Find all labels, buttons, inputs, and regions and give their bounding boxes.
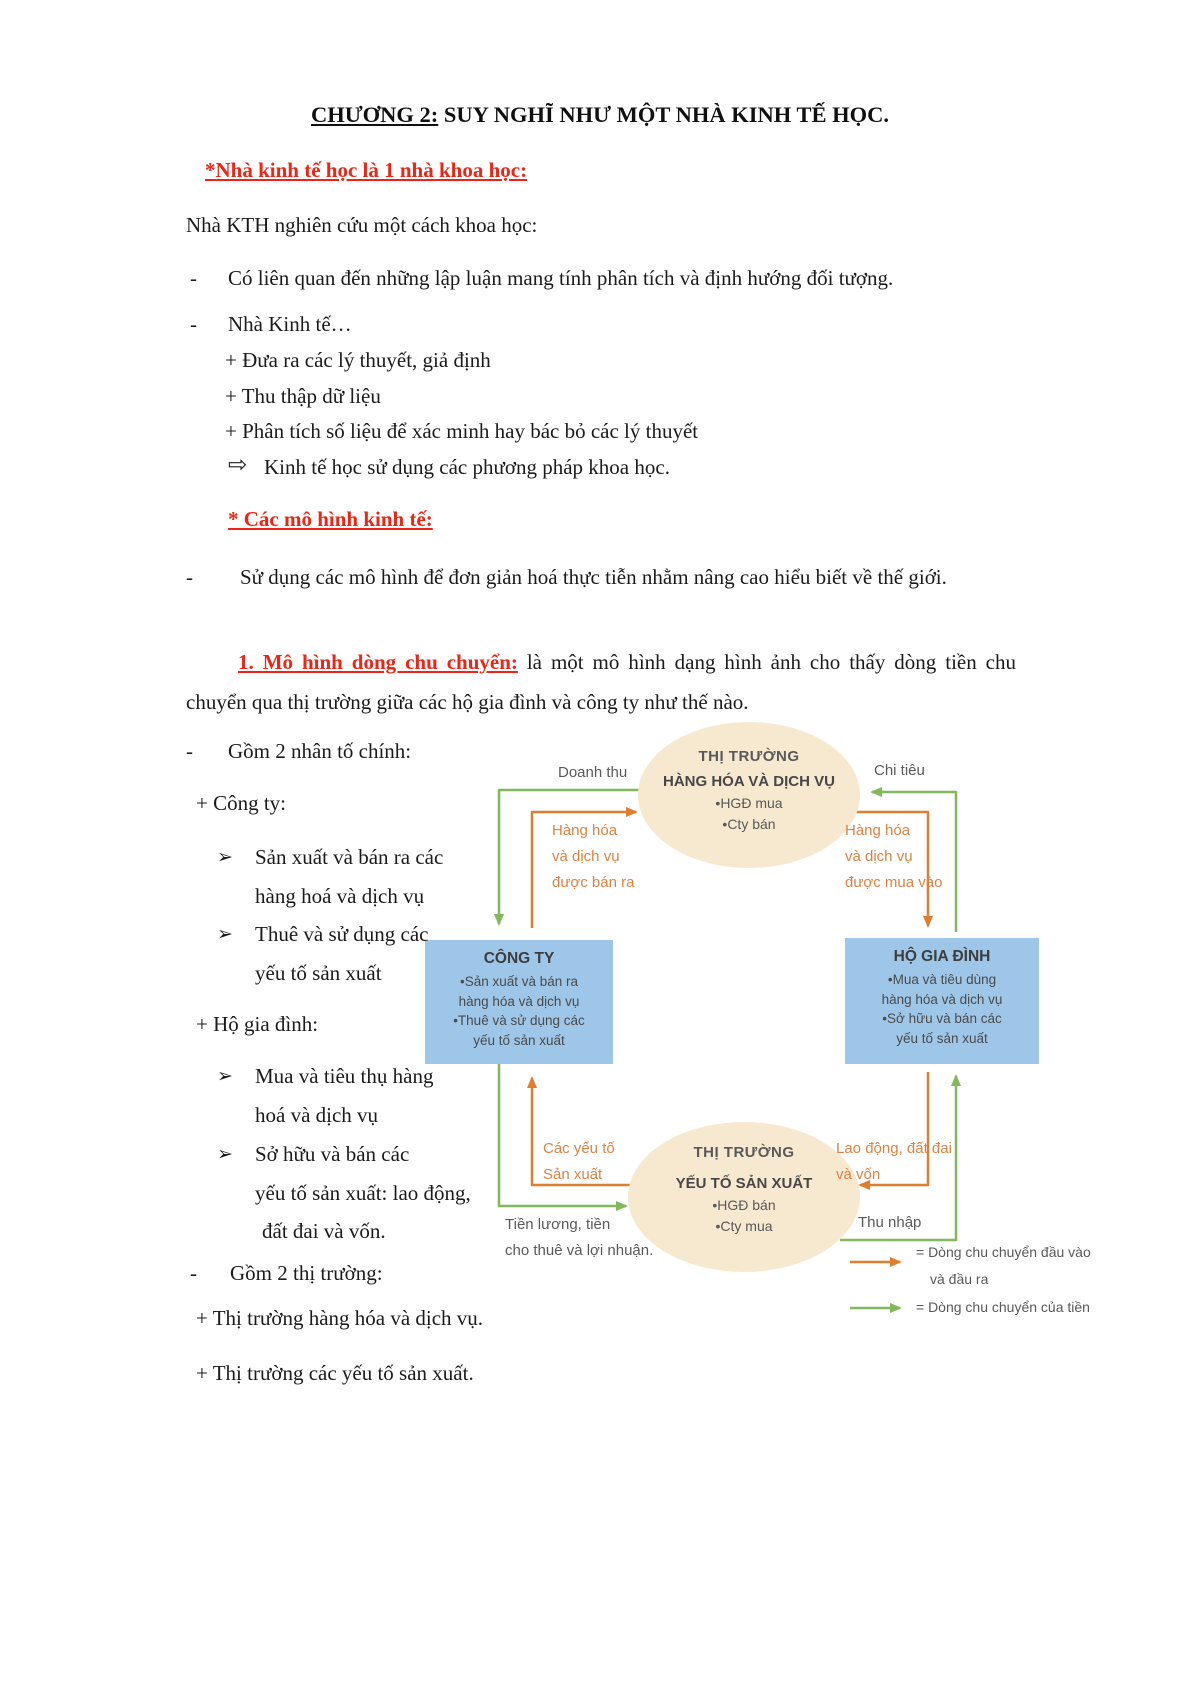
company-item1-line1: Sản xuất và bán ra các [255, 845, 444, 869]
company-item1-line2: hàng hoá và dịch vụ [255, 884, 425, 908]
label-factors [543, 1136, 615, 1188]
circular-flow-model-body: là một mô hình dạng hình ảnh cho thấy dòng tiền chu chuyển qua thị trường giữa các hộ gia đình và công ty như thế nào. [186, 650, 1017, 714]
label-goods-sold [552, 818, 634, 896]
label-goods-bought-l2: và dịch vụ [845, 848, 913, 865]
goods-market-bullet1: •HGĐ mua [715, 795, 783, 811]
firm-node-line4: yếu tố sản xuất [473, 1032, 565, 1048]
circular-flow-model-title: 1. Mô hình dòng chu chuyển: [238, 650, 518, 674]
label-labor-l1: Lao động, đất đai [836, 1140, 952, 1157]
company-header: + Công ty: [196, 791, 287, 815]
goods-market-node [638, 722, 860, 868]
label-goods-bought [845, 818, 942, 896]
label-goods-bought-l3: được mua vào [845, 874, 943, 891]
arrow-bullet-icon: ➢ [217, 1066, 233, 1087]
label-factors-l2: Sản xuất [543, 1166, 603, 1183]
sub-item-verify: + Phân tích số liệu để xác minh hay bác bỏ các lý thuyết [225, 419, 699, 443]
arrow-bullet-icon: ➢ [217, 1144, 233, 1165]
market-goods-line: + Thị trường hàng hóa và dịch vụ. [196, 1306, 484, 1330]
conclusion-arrow-icon: ⇨ [228, 452, 248, 477]
firm-node [425, 940, 613, 1064]
arrow-bullet-icon: ➢ [217, 847, 233, 868]
company-item2-line2: yếu tố sản xuất [255, 961, 382, 985]
company-item2-line1: Thuê và sử dụng các [255, 922, 429, 946]
arrow-bullet-icon: ➢ [217, 924, 233, 945]
heading-economic-models: * Các mô hình kinh tế: [228, 507, 433, 531]
chapter-label: CHƯƠNG 2: [311, 102, 439, 127]
goods-market-label2: HÀNG HÓA VÀ DỊCH VỤ [663, 773, 835, 790]
firm-node-line3: •Thuê và sử dụng các [453, 1013, 585, 1028]
market-factors-line: + Thị trường các yếu tố sản xuất. [196, 1361, 474, 1385]
legend-orange-line1: = Dòng chu chuyển đầu vào [916, 1244, 1091, 1260]
bullet-dash: - [190, 312, 197, 336]
paragraph-models [186, 557, 1016, 597]
household-header: + Hộ gia đình: [196, 1012, 319, 1036]
bullet-analysis: Có liên quan đến những lập luận mang tính phân tích và định hướng đối tượng. [228, 266, 894, 290]
firm-node-line1: •Sản xuất và bán ra [459, 974, 579, 989]
label-goods-bought-l1: Hàng hóa [845, 822, 911, 839]
household-item1-line1: Mua và tiêu thụ hàng [255, 1064, 434, 1088]
goods-market-bullet2: •Cty bán [722, 816, 776, 832]
bullet-dash: - [190, 1261, 197, 1285]
label-labor [836, 1136, 952, 1188]
bullet-dash: - [186, 565, 193, 589]
heading-economist-scientist: *Nhà kinh tế học là 1 nhà khoa học: [205, 158, 528, 182]
label-revenue: Doanh thu [558, 764, 628, 781]
sub-item-theories: + Đưa ra các lý thuyết, giả định [225, 348, 491, 372]
bullet-dash: - [190, 266, 197, 290]
label-factors-l1: Các yếu tố [543, 1140, 615, 1157]
label-goods-sold-l2: và dịch vụ [552, 848, 620, 865]
household-node-line3: •Sở hữu và bán các [882, 1011, 1002, 1026]
household-item2-line3: đất đai và vốn. [262, 1219, 386, 1243]
factor-market-bullet2: •Cty mua [715, 1218, 773, 1234]
household-node-line2: hàng hóa và dịch vụ [881, 991, 1003, 1007]
household-item1-line2: hoá và dịch vụ [255, 1103, 379, 1127]
factor-market-node [628, 1122, 860, 1272]
household-node [845, 938, 1039, 1064]
intro-line: Nhà KTH nghiên cứu một cách khoa học: [186, 213, 538, 237]
label-income: Thu nhập [858, 1214, 922, 1231]
label-spending: Chi tiêu [874, 762, 925, 779]
household-item2-line1: Sở hữu và bán các [255, 1142, 410, 1166]
factor-market-label1: THỊ TRƯỜNG [693, 1144, 795, 1161]
bullet-two-actors: Gồm 2 nhân tố chính: [228, 739, 412, 763]
firm-node-title: CÔNG TY [483, 950, 555, 967]
paragraph-models-text: Sử dụng các mô hình để đơn giản hoá thực tiễn nhằm nâng cao hiểu biết về thế giới. [240, 565, 947, 589]
household-node-title: HỘ GIA ĐÌNH [893, 948, 991, 965]
bullet-dash: - [186, 739, 193, 763]
bullet-two-markets: Gồm 2 thị trường: [230, 1261, 383, 1285]
sub-item-data: + Thu thập dữ liệu [225, 384, 381, 408]
label-wages-l1: Tiền lương, tiền [505, 1216, 611, 1233]
label-wages [505, 1212, 653, 1264]
firm-node-line2: hàng hóa và dịch vụ [458, 993, 580, 1009]
legend-green-line: = Dòng chu chuyển của tiền [916, 1299, 1090, 1315]
label-goods-sold-l1: Hàng hóa [552, 822, 618, 839]
label-labor-l2: và vốn [836, 1166, 881, 1183]
label-wages-l2: cho thuê và lợi nhuận. [505, 1242, 654, 1259]
label-goods-sold-l3: được bán ra [552, 874, 635, 891]
page-title [0, 102, 1200, 128]
conclusion-line: Kinh tế học sử dụng các phương pháp khoa học. [264, 455, 670, 479]
household-node-line4: yếu tố sản xuất [896, 1030, 988, 1046]
factor-market-bullet1: •HGĐ bán [712, 1197, 776, 1213]
factor-market-label2: YẾU TỐ SẢN XUẤT [675, 1175, 813, 1192]
legend-orange-line2: và đầu ra [930, 1271, 989, 1287]
chapter-title-text: SUY NGHĨ NHƯ MỘT NHÀ KINH TẾ HỌC. [443, 102, 889, 127]
bullet-economist: Nhà Kinh tế… [228, 312, 352, 336]
goods-market-label1: THỊ TRƯỜNG [698, 748, 800, 765]
household-node-line1: •Mua và tiêu dùng [887, 972, 997, 987]
paragraph-circular-flow [186, 642, 1016, 722]
household-item2-line2: yếu tố sản xuất: lao động, [255, 1181, 471, 1205]
